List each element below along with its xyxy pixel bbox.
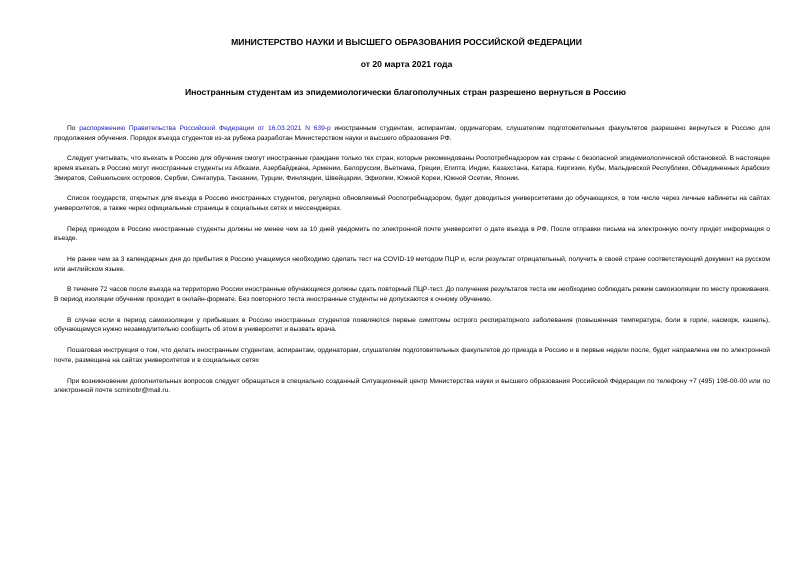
paragraph-1-suffix: иностранным студентам, аспирантам, ординаторам, слушателям подготовительных факультетов разрешено вернуться в Россию для продолжения обучения. Порядок въезда студентов из-за рубежа разработан Министерством науки и высшего образования РФ. <box>54 125 770 142</box>
paragraph-5: Не ранее чем за 3 календарных дня до прибытия в Россию учащемуся необходимо сделать тест на COVID-19 методом ПЦР и, если результат отрицательный, получить в своей стране соответствующий документ на русском или английском языке. <box>54 256 770 273</box>
paragraph-7: В случае если в период самоизоляции у прибывших в Россию иностранных студентов появляются первые симптомы острого респираторного заболевания (повышенная температура, боли в горле, насморк, кашель), обучающемуся нужно незамедлительно сообщить об этом в университет и вызвать врача. <box>54 316 770 334</box>
paragraph-9: При возникновении дополнительных вопросов следует обращаться в специально созданный Ситуационный центр Министерства науки и высшего образования Российской Федерации по телефону +7 (495) 198-00-00 или по электронной почте scminobr@mail.ru. <box>54 377 770 395</box>
document-date: от 20 марта 2021 года <box>360 59 453 69</box>
paragraph-3: Список государств, открытых для въезда в Россию иностранных студентов, регулярно обновляемый Роспотребнадзором, будет доводиться университетами до обучающихся, в том числе через личные кабинеты на сайтах университетов, а также через официальные страницы в социальных сетях и мессенджерах. <box>54 195 770 212</box>
paragraph-4: Перед приездом в Россию иностранные студенты должны не менее чем за 10 дней уведомить по электронной почте университет о дате въезда в РФ. После отправки письма на электронную почту придет информация о въезде. <box>54 225 770 243</box>
ministry-heading: МИНИСТЕРСТВО НАУКИ И ВЫСШЕГО ОБРАЗОВАНИЯ РОССИЙСКОЙ ФЕДЕРАЦИИ <box>231 37 582 47</box>
government-order-link[interactable]: распоряжению Правительства Российской Федерации от 16.03.2021 N 639-р <box>79 125 331 132</box>
paragraph-6: В течение 72 часов после въезда на территорию России иностранные обучающиеся должны сдать повторный ПЦР-тест. До получения результатов теста им необходимо соблюдать режим самоизоляции по месту проживания. В период изоляции обучение проходит в онлайн-формате. Без повторного теста иностранные студенты не допускаются к очному обучению. <box>54 286 770 304</box>
document-title: Иностранным студентам из эпидемиологически благополучных стран разрешено вернуться в Россию <box>184 87 627 97</box>
paragraph-2: Следует учитывать, что въехать в Россию для обучения смогут иностранные граждане только тех стран, которые рекомендованы Роспотребнадзором как страны с безопасной эпидемиологической обстановкой. В настоящее время въехать в Россию могут иностранные студенты из Абхазии, Азербайджана, Армении, Белоруссии, Вьетнама, Греции, Египта, Индии, Казахстана, Катара, Киргизии, Кубы, Мальдивской Республики, Объединенных Арабских Эмиратов, Сейшельских островов, Сербии, Сингапура, Танзании, Турции, Финляндии, Швейцарии, Эфиопии, Южной Кореи, Южной Осетии, Японии. <box>54 155 770 182</box>
paragraph-1-prefix: По <box>67 125 80 132</box>
paragraph-8: Пошаговая инструкция о том, что делать иностранным студентам, аспирантам, ординаторам, слушателям подготовительных факультетов до приезда в Россию и в первые недели после, будет направлена им по электронной почте, размещена на сайтах университетов и в социальных сетях <box>54 347 770 364</box>
paragraph-1 <box>54 124 770 143</box>
document-body <box>54 124 770 407</box>
